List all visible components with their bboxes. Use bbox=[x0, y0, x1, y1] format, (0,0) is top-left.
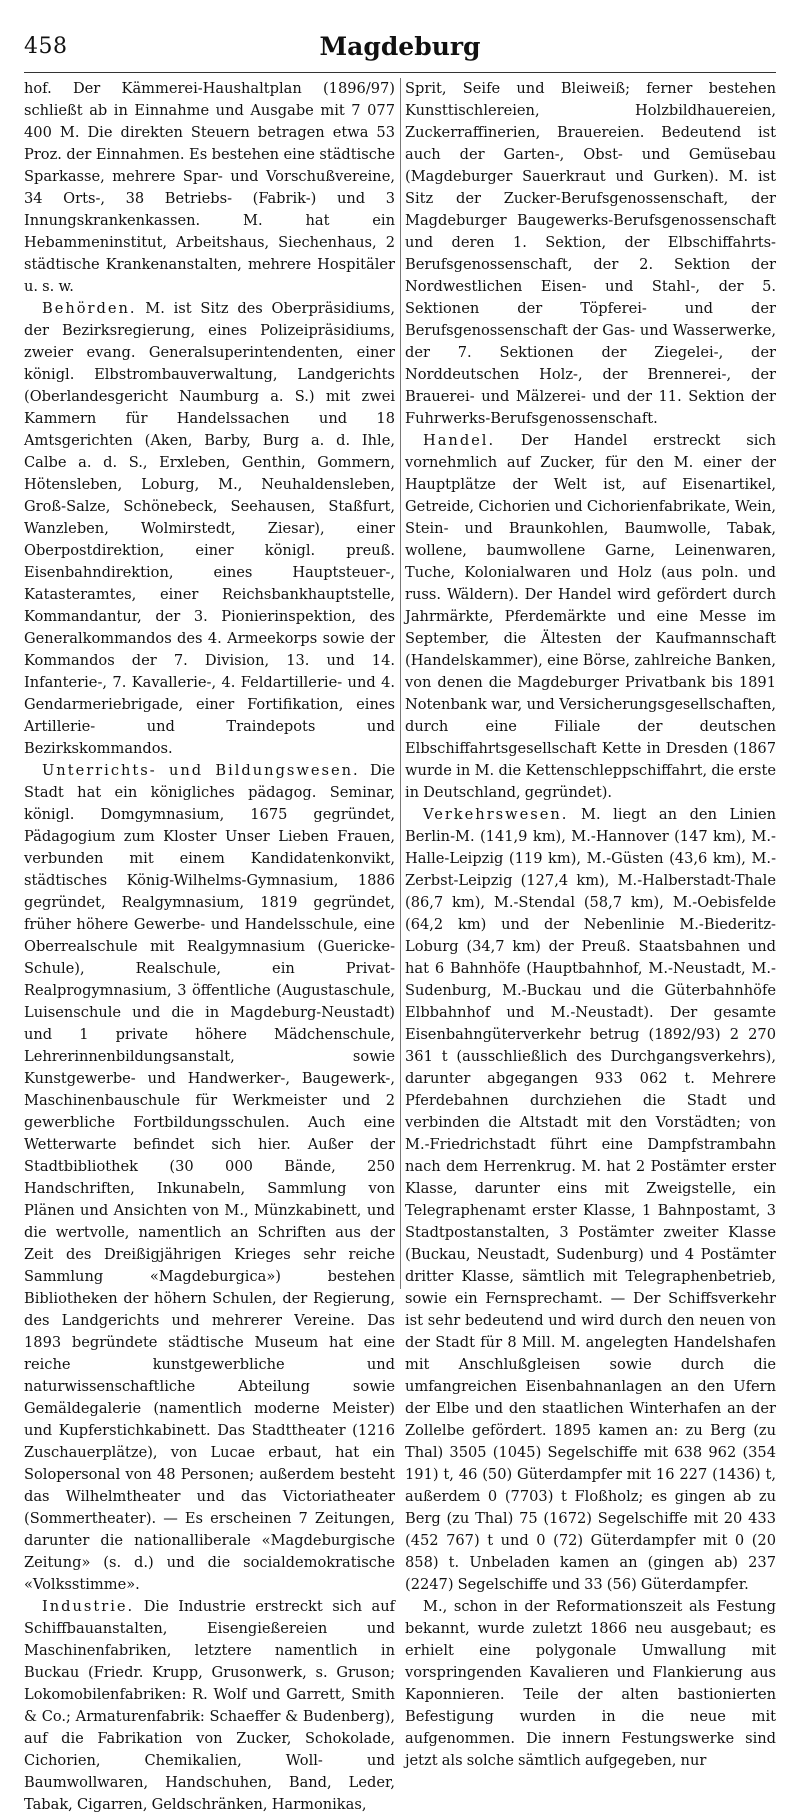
text-columns bbox=[24, 78, 776, 1813]
page-header bbox=[24, 30, 776, 66]
paragraph-authorities: Behörden. M. ist Sitz des Oberpräsidiums, der Bezirksregierung, eines Polizeipräsidiums, zweier evang. Generalsuperintendenten, einer königl. Elbstrombauverwaltung, Landgerichts (Oberlandesgericht Naumburg a. S.) mit zwei Kammern für Handelssachen und 18 Amtsgerichten (Aken, Barby, Burg a. d. Ihle, Calbe a. d. S., Erxleben, Genthin, Gommern, Hötensleben, Loburg, M., Neuhaldensleben, Groß-Salze, Schönebeck, Seehausen, Staßfurt, Wanzleben, Wolmirstedt, Ziesar), einer Oberpostdirektion, einer königl. preuß. Eisenbahndirektion, eines Hauptsteuer-, Katasteramtes, einer Reichsbankhauptstelle, Kommandantur, der 3. Pionierinspektion, des Generalkommandos des 4. Armeekorps sowie der Kommandos der 7. Division, 13. und 14. Infanterie-, 7. Kavallerie-, 4. Feldartillerie- und 4. Gendarmeriebrigade, einer Fortifikation, eines Artillerie- und Traindepots und Bezirkskommandos. bbox=[24, 300, 395, 757]
paragraph-education: Unterrichts- und Bildungswesen. Die Stadt hat ein königliches pädagog. Seminar, königl. Domgymnasium, 1675 gegründet, Pädagogium zum Kloster Unser Lieben Frauen, verbunden mit einem Kandidatenkonvikt, städtisches König-Wilhelms-Gymnasium, 1886 gegründet, Realgymnasium, 1819 gegründet, früher höhere Gewerbe- und Handelsschule, eine Oberrealschule mit Realgymnasium (Guericke-Schule), Realschule, ein Privat-Realprogymnasium, 3 öffentliche (Augustaschule, Luisenschule und die in Magdeburg-Neustadt) und 1 private höhere Mädchenschule, Lehrerinnenbildungsanstalt, sowie Kunstgewerbe- und Handwerker-, Baugewerk-, Maschinenbauschule für Werkmeister und 2 gewerbliche Fortbildungsschulen. Auch eine Wetterwarte befindet sich hier. Außer der Stadtbibliothek (30 000 Bände, 250 Handschriften, Inkunabeln, Sammlung von Plänen und Ansichten von M., Münzkabinett, und die wertvolle, namentlich an Schriften aus der Zeit des Dreißigjährigen Krieges sehr reiche Sammlung «Magdeburgica») bestehen Bibliotheken der höhern Schulen, der Regierung, des Landgerichts und mehrerer Vereine. Das 1893 begründete städtische Museum hat eine reiche kunstgewerbliche und naturwissenschaftliche Abteilung sowie Gemäldegalerie (namentlich moderne Meister) und Kupferstichkabinett. Das Stadttheater (1216 Zuschauerplätze), von Lucae erbaut, hat ein Solopersonal von 48 Personen; außerdem besteht das Wilhelmtheater und das Victoriatheater (Sommertheater). — Es erscheinen 7 Zeitungen, darunter die nationalliberale «Magdeburgische Zeitung» (s. d.) und die socialdemokratische «Volksstimme». bbox=[24, 762, 395, 1593]
paragraph-industry-continued: Sprit, Seife und Bleiweiß; ferner bestehen Kunsttischlereien, Holzbildhauereien, Zuckerraffinerien, Brauereien. Bedeutend ist auch der Garten-, Obst- und Gemüsebau (Magdeburger Sauerkraut und Gurken). M. ist Sitz der Zucker-Berufsgenossenschaft, der Magdeburger Baugewerks-Berufsgenossenschaft und deren 1. Sektion, der Elbschiffahrts-Berufsgenossenschaft, der 2. Sektion der Nordwestlichen Eisen- und Stahl-, der 5. Sektionen der Töpferei- und der Berufsgenossenschaft der Gas- und Wasserwerke, der 7. Sektionen der Ziegelei-, der Norddeutschen Holz-, der Brennerei-, der Brauerei- und Mälzerei- und der 11. Sektion der Fuhrwerks-Berufsgenossenschaft. bbox=[405, 80, 776, 427]
left-column bbox=[24, 78, 395, 1813]
section-lead: Handel. bbox=[423, 432, 496, 449]
page-title: Magdeburg bbox=[319, 32, 481, 61]
section-lead: Industrie. bbox=[42, 1598, 135, 1615]
paragraph-industry: Industrie. Die Industrie erstreckt sich auf Schiffbauanstalten, Eisengießereien und Maschinenfabriken, letztere namentlich in Buckau (Friedr. Krupp, Grusonwerk, s. Gruson; Lokomobilenfabriken: R. Wolf und Garrett, Smith & Co.; Armaturenfabrik: Schaeffer & Budenberg), auf die Fabrikation von Zucker, Schokolade, Cichorien, Chemikalien, Woll- und Baumwollwaren, Handschuhen, Band, Leder, Tabak, Cigarren, Geldschränken, Harmonikas, bbox=[24, 1598, 395, 1813]
page-number: 458 bbox=[24, 34, 68, 59]
paragraph-transport: Verkehrswesen. M. liegt an den Linien Berlin-M. (141,9 km), M.-Hannover (147 km), M.-Halle-Leipzig (119 km), M.-Güsten (43,6 km), M.-Zerbst-Leipzig (127,4 km), M.-Halberstadt-Thale (86,7 km), M.-Stendal (58,7 km), M.-Oebisfelde (64,2 km) und der Nebenlinie M.-Biederitz-Loburg (34,7 km) der Preuß. Staatsbahnen und hat 6 Bahnhöfe (Hauptbahnhof, M.-Neustadt, M.-Sudenburg, M.-Buckau und die Güterbahnhöfe Elbbahnhof und M.-Neustadt). Der gesamte Eisenbahngüterverkehr betrug (1892/93) 2 270 361 t (ausschließlich des Durchgangsverkehrs), darunter abgegangen 933 062 t. Mehrere Pferdebahnen durchziehen die Stadt und verbinden die Altstadt mit den Vorstädten; von M.-Friedrichstadt führt eine Dampfstrambahn nach dem Herrenkrug. M. hat 2 Postämter erster Klasse, darunter eins mit Zweigstelle, ein Telegraphenamt erster Klasse, 1 Bahnpostamt, 3 Stadtpostanstalten, 3 Postämter zweiter Klasse (Buckau, Neustadt, Sudenburg) und 4 Postämter dritter Klasse, sämtlich mit Telegraphenbetrieb, sowie ein Fernsprechamt. — Der Schiffsverkehr ist sehr bedeutend und wird durch den neuen von der Stadt für 8 Mill. M. angelegten Handelshafen mit Anschlußgleisen sowie durch die umfangreichen Eisenbahnanlagen an den Ufern der Elbe und den staatlichen Winterhafen an der Zollelbe gefördert. 1895 kamen an: zu Berg (zu Thal) 3505 (1045) Segelschiffe mit 638 962 (354 191) t, 46 (50) Güterdampfer mit 16 227 (1436) t, außerdem 0 (7703) t Floßholz; es gingen ab zu Berg (zu Thal) 75 (1672) Segelschiffe mit 20 433 (452 767) t und 0 (72) Güterdampfer mit 0 (20 858) t. Unbeladen kamen an (gingen ab) 237 (2247) Segelschiffe und 33 (56) Güterdampfer. bbox=[405, 806, 776, 1593]
section-lead: Verkehrswesen. bbox=[423, 806, 569, 823]
paragraph-finances: hof. Der Kämmerei-Haushaltplan (1896/97) schließt ab in Einnahme und Ausgabe mit 7 077 400 M. Die direkten Steuern betragen etwa 53 Proz. der Einnahmen. Es bestehen eine städtische Sparkasse, mehrere Spar- und Vorschußvereine, 34 Orts-, 38 Betriebs- (Fabrik-) und 3 Innungskrankenkassen. M. hat ein Hebammeninstitut, Arbeitshaus, Siechenhaus, 2 städtische Krankenanstalten, mehrere Hospitäler u. s. w. bbox=[24, 80, 395, 295]
paragraph-trade: Handel. Der Handel erstreckt sich vornehmlich auf Zucker, für den M. einer der Hauptplätze der Welt ist, auf Eisenartikel, Getreide, Cichorien und Cichorienfabrikate, Wein, Stein- und Braunkohlen, Baumwolle, Tabak, wollene, baumwollene Garne, Leinenwaren, Tuche, Kolonialwaren und Holz (aus poln. und russ. Wäldern). Der Handel wird gefördert durch Jahrmärkte, Pferdemärkte und eine Messe im September, die Ältesten der Kaufmannschaft (Handelskammer), eine Börse, zahlreiche Banken, von denen die Magdeburger Privatbank bis 1891 Notenbank war, und Versicherungsgesellschaften, durch eine Filiale der deutschen Elbschiffahrtsgesellschaft Kette in Dresden (1867 wurde in M. die Kettenschleppschiffahrt, die erste in Deutschland, gegründet). bbox=[405, 432, 776, 801]
header-rule bbox=[24, 72, 776, 73]
section-lead: Behörden. bbox=[42, 300, 137, 317]
section-lead: Unterrichts- und Bildungswesen. bbox=[42, 762, 360, 779]
paragraph-fortress: M., schon in der Reformationszeit als Festung bekannt, wurde zuletzt 1866 neu ausgebaut; es erhielt eine polygonale Umwallung mit vorspringenden Kavalieren und Flankierung aus Kaponnieren. Teile der alten bastionierten Befestigung wurden in die neue mit aufgenommen. Die innern Festungswerke sind jetzt als solche sämtlich aufgegeben, nur bbox=[405, 1598, 776, 1769]
right-column bbox=[405, 78, 776, 1769]
column-divider bbox=[400, 78, 401, 1289]
